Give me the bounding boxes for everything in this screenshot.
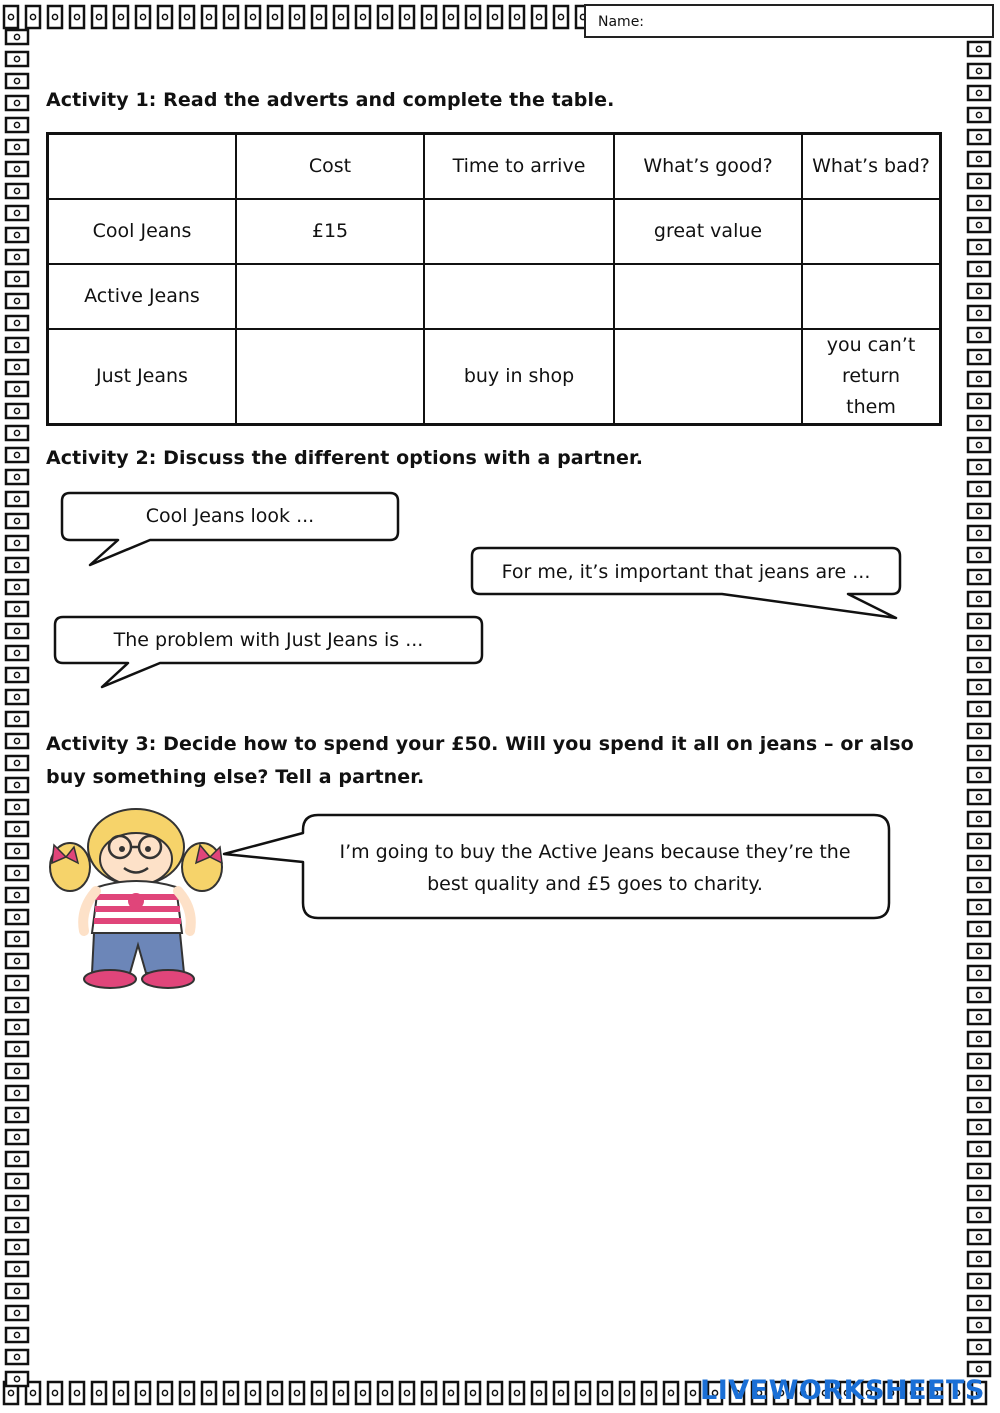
example-bubble-text: I’m going to buy the Active Jeans because they’re the best quality and £5 goes to charity. xyxy=(339,841,851,895)
speech-bubble-1 xyxy=(62,493,398,565)
table-cell: Just Jeans xyxy=(48,329,237,425)
table-header-cell: Cost xyxy=(236,134,424,199)
bubble-2-text: For me, it’s important that jeans are ... xyxy=(501,561,871,583)
bubble-1-text: Cool Jeans look ... xyxy=(145,505,315,527)
table-cell: Cool Jeans xyxy=(48,199,237,264)
girl-illustration xyxy=(40,805,240,997)
bubble-3-text: The problem with Just Jeans is ... xyxy=(113,629,424,651)
table-cell: £15 xyxy=(236,199,424,264)
speech-bubble-2 xyxy=(472,548,900,618)
name-label: Name: xyxy=(598,14,645,30)
table-header-cell: Time to arrive xyxy=(424,134,614,199)
table-cell: you can’t return them xyxy=(802,329,941,425)
activity-1-title: Activity 1: Read the adverts and complete the table. xyxy=(46,89,615,111)
activity-3-title: Activity 3: Decide how to spend your £50. Will you spend it all on jeans – or also buy something else? Tell a partner. xyxy=(46,733,914,788)
liveworksheets-watermark: LIVEWORKSHEETS xyxy=(700,1375,985,1406)
table-header-cell: What’s good? xyxy=(614,134,802,199)
activity-2-title: Activity 2: Discuss the different options with a partner. xyxy=(46,447,644,469)
table-cell: Active Jeans xyxy=(48,264,237,329)
table-header-cell: What’s bad? xyxy=(802,134,941,199)
speech-bubble-3 xyxy=(55,617,482,687)
table-cell: buy in shop xyxy=(424,329,614,425)
table-cell: great value xyxy=(614,199,802,264)
